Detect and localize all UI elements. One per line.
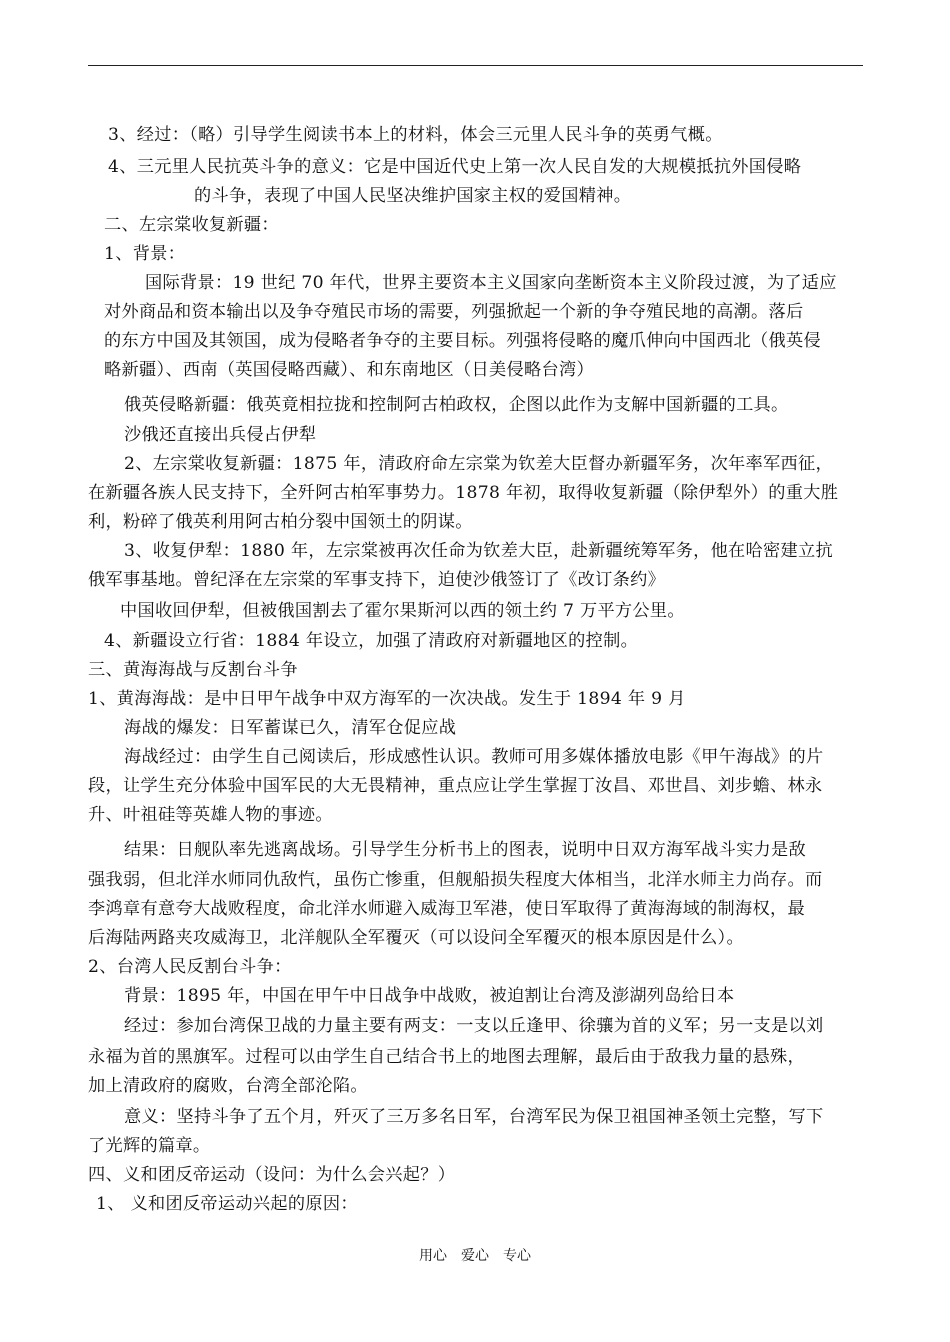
page-footer: 用心 爱心 专心 [419, 1248, 531, 1264]
text-line: 段，让学生充分体验中国军民的大无畏精神，重点应让学生掌握丁汝昌、邓世昌、刘步蟾、林永 [88, 776, 823, 796]
text-line: 经过：参加台湾保卫战的力量主要有两支：一支以丘逢甲、徐骧为首的义军；另一支是以刘 [124, 1016, 824, 1036]
text-line: 结果：日舰队率先逃离战场。引导学生分析书上的图表，说明中日双方海军战斗实力是敌 [124, 840, 807, 860]
text-line: 了光辉的篇章。 [88, 1136, 211, 1156]
text-line: 略新疆）、西南（英国侵略西藏）、和东南地区（日美侵略台湾） [104, 360, 594, 380]
text-line: 1、 义和团反帝运动兴起的原因： [96, 1194, 358, 1214]
text-line: 海战的爆发：日军蓄谋已久，清军仓促应战 [124, 718, 457, 738]
text-line: 升、叶祖硅等英雄人物的事迹。 [88, 805, 333, 825]
text-line: 李鸿章有意夸大战败程度，命北洋水师避入威海卫军港，使日军取得了黄海海域的制海权，最 [88, 899, 805, 919]
text-line: 中国收回伊犁，但被俄国割去了霍尔果斯河以西的领土约 7 万平方公里。 [120, 601, 685, 621]
text-line: 永福为首的黑旗军。过程可以由学生自己结合书上的地图去理解，最后由于敌我力量的悬殊， [88, 1047, 805, 1067]
text-line: 3、经过：（略）引导学生阅读书本上的材料，体会三元里人民斗争的英勇气概。 [108, 125, 723, 145]
text-line: 强我弱，但北洋水师同仇敌忾，虽伤亡惨重，但舰船损失程度大体相当，北洋水师主力尚存。而 [88, 870, 823, 890]
text-line: 的东方中国及其领国，成为侵略者争夺的主要目标。列强将侵略的魔爪伸向中国西北（俄英侵 [104, 331, 821, 351]
text-line: 对外商品和资本输出以及争夺殖民市场的需要，列强掀起一个新的争夺殖民地的高潮。落后 [104, 302, 804, 322]
text-line: 1、黄海海战：是中日甲午战争中双方海军的一次决战。发生于 1894 年 9 月 [88, 689, 686, 709]
text-line: 的斗争，表现了中国人民坚决维护国家主权的爱国精神。 [194, 186, 632, 206]
text-line: 背景：1895 年，中国在甲午中日战争中战败，被迫割让台湾及澎湖列岛给日本 [124, 986, 735, 1006]
section-heading: 三、黄海海战与反割台斗争 [88, 660, 298, 680]
section-heading: 四、义和团反帝运动（设问：为什么会兴起？） [88, 1165, 456, 1185]
text-line: 4、三元里人民抗英斗争的意义：它是中国近代史上第一次人民自发的大规模抵抗外国侵略 [108, 157, 802, 177]
text-line: 俄英侵略新疆：俄英竟相拉拢和控制阿古柏政权，企图以此作为支解中国新疆的工具。 [124, 395, 789, 415]
text-line: 2、台湾人民反割台斗争： [88, 957, 292, 977]
text-line: 2、左宗棠收复新疆：1875 年，清政府命左宗棠为钦差大臣督办新疆军务，次年率军西征， [124, 454, 833, 474]
text-line: 利，粉碎了俄英利用阿古柏分裂中国领土的阴谋。 [88, 512, 473, 532]
text-line: 沙俄还直接出兵侵占伊犁 [124, 425, 317, 445]
text-line: 国际背景：19 世纪 70 年代，世界主要资本主义国家向垄断资本主义阶段过渡，为了适应 [145, 273, 837, 293]
text-line: 后海陆两路夹攻威海卫，北洋舰队全军覆灭（可以设问全军覆灭的根本原因是什么）。 [88, 928, 744, 948]
text-line: 在新疆各族人民支持下，全歼阿古柏军事势力。1878 年初，取得收复新疆（除伊犁外）的重大胜 [88, 483, 839, 503]
header-rule [88, 65, 863, 66]
text-line: 4、新疆设立行省：1884 年设立，加强了清政府对新疆地区的控制。 [104, 631, 639, 651]
text-line: 海战经过：由学生自己阅读后，形成感性认识。教师可用多媒体播放电影《甲午海战》的片 [124, 747, 824, 767]
section-heading: 二、左宗棠收复新疆： [104, 215, 279, 235]
text-line: 加上清政府的腐败，台湾全部沦陷。 [88, 1076, 368, 1096]
text-line: 意义：坚持斗争了五个月，歼灭了三万多名日军，台湾军民为保卫祖国神圣领土完整，写下 [124, 1107, 824, 1127]
text-line: 3、收复伊犁：1880 年，左宗棠被再次任命为钦差大臣，赴新疆统筹军务，他在哈密建立抗 [124, 541, 833, 561]
text-line: 俄军事基地。曾纪泽在左宗棠的军事支持下，迫使沙俄签订了《改订条约》 [88, 570, 666, 590]
text-line: 1、背景： [104, 244, 186, 264]
